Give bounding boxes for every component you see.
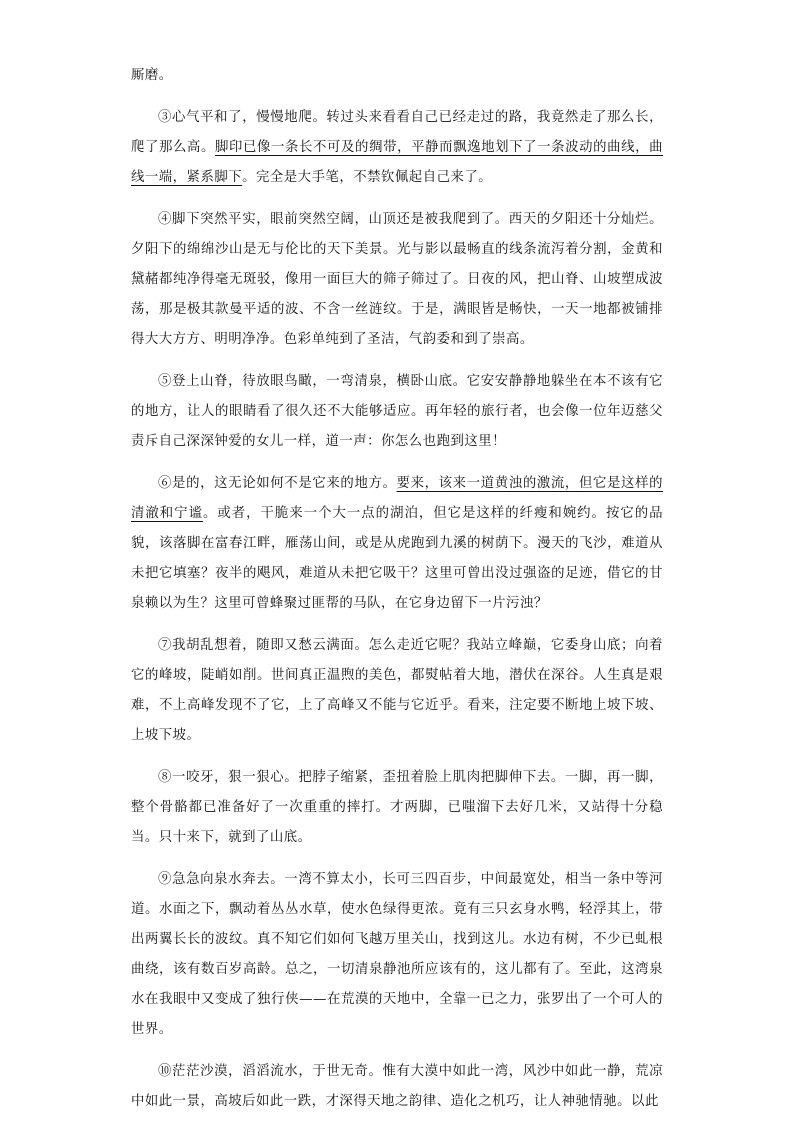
paragraph-8 bbox=[131, 763, 663, 853]
paragraph-9 bbox=[131, 865, 663, 1045]
paragraph-8-text: ⑧一咬牙，狠一狠心。把脖子缩紧，歪扭着脸上肌肉把脚伸下去。一脚，再一脚，整个骨骼都已准备好了一次重重的摔打。才两脚，已嗤溜下去好几米，又站得十分稳当。只十来下，就到了山底。 bbox=[131, 770, 663, 845]
paragraph-10 bbox=[131, 1057, 663, 1117]
paragraph-3-underlined-sentence: 脚印已像一条长不可及的绸带，平静而飘逸地划下了一条波动的曲线，曲线一端，紧系脚下 bbox=[131, 140, 664, 185]
paragraph-5-text: ⑤登上山脊，待放眼鸟瞰，一弯清泉，横卧山底。它安安静静地躲坐在本不该有它的地方，让人的眼睛看了很久还不大能够适应。再年轻的旅行者，也会像一位年迈慈父责斥自己深深钟爱的女儿一样，道一声：你怎么也跑到这里！ bbox=[131, 374, 663, 449]
paragraph-10-text: ⑩茫茫沙漠，滔滔流水，于世无奇。惟有大漠中如此一湾，风沙中如此一静，荒凉中如此一景，高坡后如此一跌，才深得天地之韵律、造化之机巧，让人神驰情驰。以此 bbox=[131, 1064, 663, 1109]
paragraph-6-underlined-sentence: 要来，该来一道黄浊的激流，但它是这样的清澈和宁谧 bbox=[131, 476, 664, 521]
paragraph-9-text: ⑨急急向泉水奔去。一湾不算太小，长可三四百步，中间最宽处，相当一条中等河道。水面之下，飘动着丛丛水草，使水色绿得更浓。竟有三只玄身水鸭，轻浮其上，带出两翼长长的波纹。真不知它们如何飞越万里关山，找到这儿。水边有树，不少已虬根曲绕，该有数百岁高龄。总之，一切清泉静池所应该有的，这儿都有了。至此，这湾泉水在我眼中又变成了独行侠——在荒漠的天地中，全靠一已之力，张罗出了一个可人的世界。 bbox=[131, 872, 663, 1037]
paragraph-3-text-b: 。完全是大手笔，不禁钦佩起自己来了。 bbox=[242, 170, 493, 185]
paragraph-4 bbox=[131, 205, 663, 355]
paragraph-fragment-top bbox=[131, 61, 663, 91]
paragraph-7 bbox=[131, 631, 663, 751]
paragraph-5 bbox=[131, 367, 663, 457]
paragraph-7-text: ⑦我胡乱想着，随即又愁云满面。怎么走近它呢？我站立峰巅，它委身山底；向着它的峰坡，陡峭如削。世间真正温煦的美色，都熨帖着大地，潜伏在深谷。人生真是艰难，不上高峰发现不了它，上了高峰又不能与它近乎。看来，注定要不断地上坡下坡、上坡下坡。 bbox=[131, 638, 663, 743]
paragraph-6 bbox=[131, 469, 663, 619]
paragraph-6-text-b: 。或者，干脆来一个大一点的湖泊，但它是这样的纤瘦和婉约。按它的品貌，该落脚在富春江畔，雁荡山间，或是从虎跑到九溪的树荫下。漫天的飞沙，难道从未把它填塞？夜半的飓风，难道从未把它吸干？这里可曾出没过强盗的足迹，借它的甘泉赖以为生？这里可曾蜂聚过匪帮的马队，在它身边留下一片污浊？ bbox=[131, 506, 664, 611]
paragraph-0-text: 厮磨。 bbox=[131, 68, 173, 83]
document-body bbox=[131, 61, 663, 1129]
paragraph-4-text: ④脚下突然平实，眼前突然空阔，山顶还是被我爬到了。西天的夕阳还十分灿烂。夕阳下的绵绵沙山是无与伦比的天下美景。光与影以最畅直的线条流泻着分割，金黄和黛赭都纯净得毫无斑驳，像用一面巨大的筛子筛过了。日夜的风，把山脊、山坡塑成波荡，那是极其款曼平适的波、不含一丝涟纹。于是，满眼皆是畅快，一天一地都被铺排得大大方方、明明净净。色彩单纯到了圣洁，气韵委和到了崇高。 bbox=[131, 212, 663, 347]
paragraph-3 bbox=[131, 103, 663, 193]
paragraph-6-text-a: ⑥是的，这无论如何不是它来的地方。 bbox=[158, 476, 397, 491]
paragraph-3-text-a: ③心气平和了，慢慢地爬。转过头来看看自己已经走过的路，我竟然走了那么长，爬了那么高。 bbox=[131, 110, 663, 155]
